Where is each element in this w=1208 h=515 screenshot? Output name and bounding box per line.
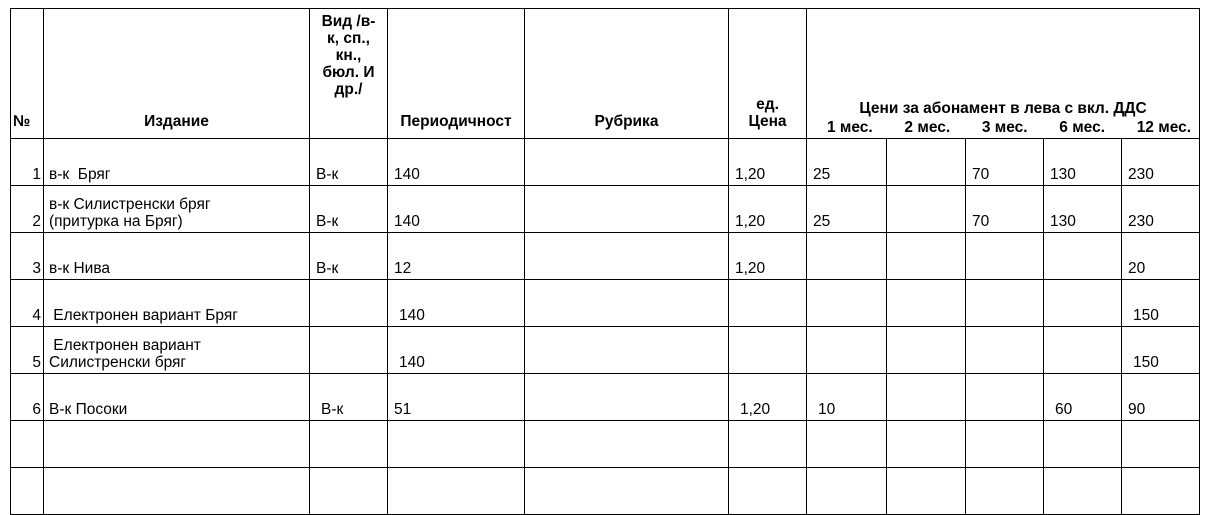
cell-price-2m — [887, 374, 966, 421]
cell-unit-price: 1,20 — [729, 374, 807, 421]
table-row — [11, 327, 1200, 374]
cell-rubric — [525, 468, 729, 515]
header-type-line: бюл. И — [322, 64, 375, 81]
cell-rubric — [525, 233, 729, 280]
cell-edition — [44, 327, 310, 374]
cell-no: 2 — [11, 186, 44, 233]
header-unit-price-line: ед. — [756, 96, 779, 113]
cell-type: В-к — [310, 139, 388, 186]
cell-price-1m: 25 — [807, 186, 887, 233]
cell-price-2m — [887, 233, 966, 280]
table-row — [11, 139, 1200, 186]
cell-price-12m: 230 — [1122, 186, 1200, 233]
header-month-3: 3 мес. — [981, 119, 1028, 136]
cell-price-3m — [966, 233, 1044, 280]
table-row — [11, 233, 1200, 280]
header-month-1: 1 мес. — [827, 119, 873, 136]
cell-no: 6 — [11, 374, 44, 421]
cell-unit-price: 1,20 — [729, 233, 807, 280]
header-periodicity: Периодичност — [388, 9, 525, 139]
cell-periodicity — [388, 421, 525, 468]
cell-unit-price — [729, 421, 807, 468]
cell-edition — [44, 421, 310, 468]
cell-no: 4 — [11, 280, 44, 327]
cell-edition — [44, 186, 310, 233]
cell-price-1m — [807, 421, 887, 468]
header-rubric: Рубрика — [525, 9, 729, 139]
header-unit-price — [729, 9, 807, 139]
cell-type — [310, 468, 388, 515]
cell-periodicity — [388, 468, 525, 515]
cell-edition-line: (притурка на Бряг) — [49, 213, 183, 230]
cell-price-12m: 150 — [1122, 280, 1200, 327]
cell-price-12m: 90 — [1122, 374, 1200, 421]
cell-edition — [44, 468, 310, 515]
cell-rubric — [525, 280, 729, 327]
cell-periodicity: 51 — [388, 374, 525, 421]
cell-edition — [44, 233, 310, 280]
cell-price-6m — [1044, 280, 1122, 327]
cell-rubric — [525, 421, 729, 468]
cell-type — [310, 327, 388, 374]
cell-edition-line: в-к Бряг — [49, 166, 111, 183]
cell-no — [11, 468, 44, 515]
cell-price-2m — [887, 139, 966, 186]
cell-price-2m — [887, 280, 966, 327]
cell-price-3m — [966, 421, 1044, 468]
subscription-table — [10, 8, 1200, 515]
cell-price-6m — [1044, 327, 1122, 374]
cell-price-6m — [1044, 421, 1122, 468]
cell-price-6m — [1044, 233, 1122, 280]
cell-periodicity: 12 — [388, 233, 525, 280]
cell-no: 3 — [11, 233, 44, 280]
cell-price-6m: 130 — [1044, 139, 1122, 186]
cell-price-1m — [807, 327, 887, 374]
cell-price-1m — [807, 280, 887, 327]
cell-rubric — [525, 327, 729, 374]
cell-periodicity: 140 — [388, 327, 525, 374]
cell-price-3m — [966, 280, 1044, 327]
table-row — [11, 280, 1200, 327]
cell-rubric — [525, 139, 729, 186]
cell-type: В-к — [310, 186, 388, 233]
cell-price-6m: 130 — [1044, 186, 1122, 233]
cell-price-1m: 25 — [807, 139, 887, 186]
cell-price-12m: 230 — [1122, 139, 1200, 186]
cell-unit-price — [729, 327, 807, 374]
header-type-line: кн., — [335, 47, 362, 64]
cell-price-3m — [966, 327, 1044, 374]
cell-price-3m: 70 — [966, 186, 1044, 233]
header-month-2: 2 мес. — [904, 119, 951, 136]
header-type — [310, 9, 388, 139]
cell-price-2m — [887, 421, 966, 468]
cell-unit-price: 1,20 — [729, 186, 807, 233]
header-month-6: 6 мес. — [1059, 119, 1106, 136]
cell-no: 1 — [11, 139, 44, 186]
cell-price-6m — [1044, 468, 1122, 515]
cell-rubric — [525, 186, 729, 233]
header-row — [11, 9, 1200, 139]
table-row — [11, 186, 1200, 233]
cell-price-2m — [887, 186, 966, 233]
table-row — [11, 374, 1200, 421]
cell-price-3m — [966, 468, 1044, 515]
header-edition: Издание — [44, 9, 310, 139]
cell-periodicity: 140 — [388, 186, 525, 233]
cell-price-1m: 10 — [807, 374, 887, 421]
cell-edition — [44, 280, 310, 327]
header-prices-title: Цени за абонамент в лева с вкл. ДДС — [859, 100, 1147, 117]
header-months — [811, 119, 1195, 136]
cell-periodicity: 140 — [388, 139, 525, 186]
cell-edition-line: Силистренски бряг — [49, 354, 187, 371]
header-type-line: др./ — [334, 81, 363, 98]
cell-unit-price — [729, 280, 807, 327]
cell-edition — [44, 139, 310, 186]
cell-price-12m: 20 — [1122, 233, 1200, 280]
cell-price-1m — [807, 233, 887, 280]
cell-type: В-к — [310, 374, 388, 421]
header-type-line: Вид /в- — [321, 13, 376, 30]
cell-periodicity: 140 — [388, 280, 525, 327]
header-no: № — [11, 9, 44, 139]
cell-price-2m — [887, 468, 966, 515]
header-prices-group — [807, 9, 1200, 139]
cell-edition — [44, 374, 310, 421]
cell-edition-line: в-к Нива — [49, 260, 111, 277]
cell-price-1m — [807, 468, 887, 515]
header-type-line: к, сп., — [327, 30, 370, 47]
cell-no — [11, 421, 44, 468]
table-row — [11, 421, 1200, 468]
cell-price-2m — [887, 327, 966, 374]
cell-no: 5 — [11, 327, 44, 374]
cell-type — [310, 280, 388, 327]
cell-price-12m — [1122, 468, 1200, 515]
cell-price-3m: 70 — [966, 139, 1044, 186]
cell-edition-line: В-к Посоки — [49, 401, 128, 418]
cell-price-3m — [966, 374, 1044, 421]
header-month-12: 12 мес. — [1136, 119, 1192, 136]
cell-rubric — [525, 374, 729, 421]
cell-unit-price: 1,20 — [729, 139, 807, 186]
cell-type: В-к — [310, 233, 388, 280]
cell-edition-line: в-к Силистренски бряг — [49, 196, 211, 213]
table-row — [11, 468, 1200, 515]
header-unit-price-line: Цена — [748, 113, 787, 130]
cell-price-6m: 60 — [1044, 374, 1122, 421]
cell-edition-line: Електронен вариант — [49, 337, 201, 354]
cell-price-12m: 150 — [1122, 327, 1200, 374]
cell-type — [310, 421, 388, 468]
cell-unit-price — [729, 468, 807, 515]
cell-edition-line: Електронен вариант Бряг — [49, 307, 238, 324]
cell-price-12m — [1122, 421, 1200, 468]
